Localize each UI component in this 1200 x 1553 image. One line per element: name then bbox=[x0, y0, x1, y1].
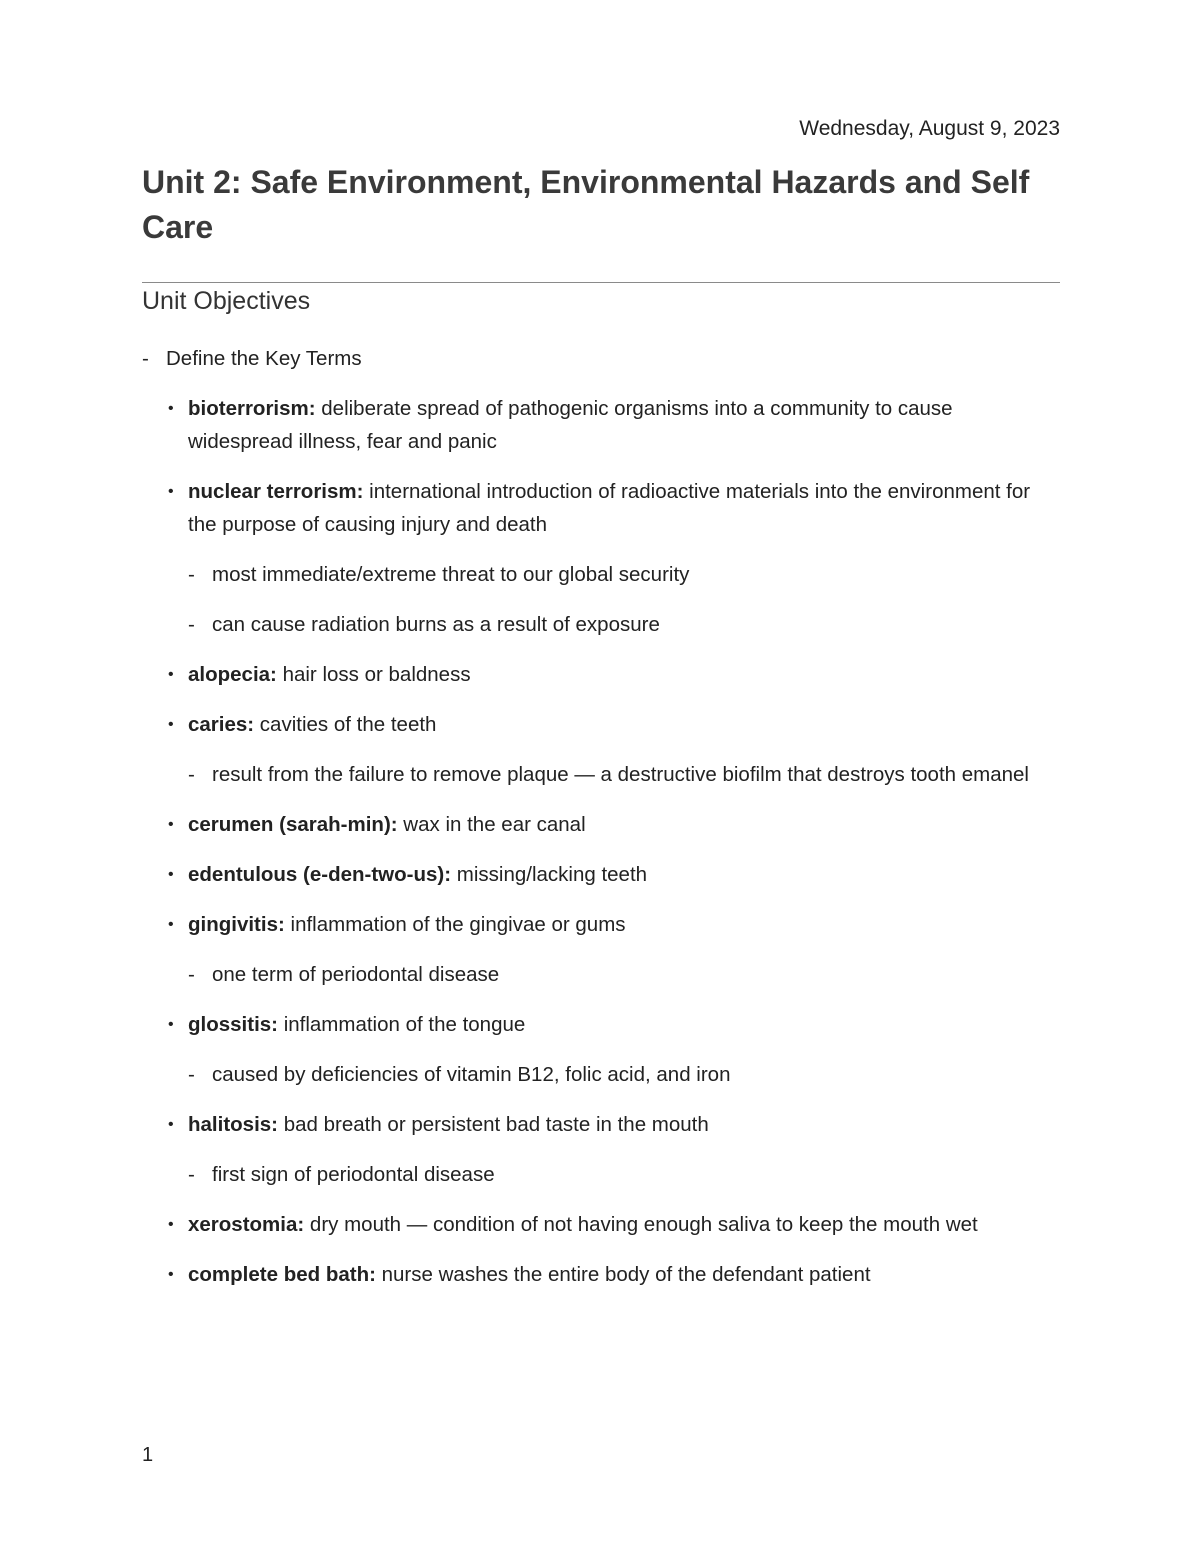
term-item bbox=[142, 908, 1042, 991]
key-terms-list bbox=[142, 392, 1042, 1291]
document-body bbox=[142, 342, 1042, 1308]
term-definition: dry mouth — condition of not having enough saliva to keep the mouth wet bbox=[304, 1213, 978, 1236]
term-item bbox=[142, 1008, 1042, 1091]
term-item bbox=[142, 392, 1042, 458]
term-definition: inflammation of the tongue bbox=[278, 1013, 526, 1036]
term-item bbox=[142, 1208, 1042, 1241]
divider bbox=[142, 282, 1060, 283]
dash-marker: - bbox=[142, 347, 149, 370]
bullet-marker: • bbox=[168, 483, 174, 500]
term-definition: wax in the ear canal bbox=[397, 813, 586, 836]
term-word: xerostomia: bbox=[188, 1213, 305, 1236]
bullet-marker: • bbox=[168, 916, 174, 933]
dash-marker: - bbox=[188, 1063, 195, 1086]
bullet-marker: • bbox=[168, 866, 174, 883]
sub-note-text: first sign of periodontal disease bbox=[212, 1163, 495, 1186]
sub-note-list bbox=[188, 1058, 1042, 1091]
bullet-marker: • bbox=[168, 816, 174, 833]
sub-note-list bbox=[188, 958, 1042, 991]
term-item bbox=[142, 1258, 1042, 1291]
term-word: glossitis: bbox=[188, 1013, 278, 1036]
term-word: edentulous (e-den-two-us): bbox=[188, 863, 452, 886]
sub-note-item bbox=[188, 758, 1042, 791]
document-date: Wednesday, August 9, 2023 bbox=[799, 117, 1060, 140]
term-definition: inflammation of the gingivae or gums bbox=[284, 913, 626, 936]
term-definition: missing/lacking teeth bbox=[451, 863, 648, 886]
sub-note-list bbox=[188, 1158, 1042, 1191]
dash-marker: - bbox=[188, 613, 195, 636]
sub-note-item bbox=[188, 1158, 1042, 1191]
page-title: Unit 2: Safe Environment, Environmental Hazards and Self Care bbox=[142, 164, 1030, 245]
bullet-marker: • bbox=[168, 1116, 174, 1133]
sub-note-item bbox=[188, 1058, 1042, 1091]
term-item bbox=[142, 1108, 1042, 1191]
bullet-marker: • bbox=[168, 716, 174, 733]
term-item bbox=[142, 808, 1042, 841]
term-word: caries: bbox=[188, 713, 255, 736]
term-definition: nurse washes the entire body of the defendant patient bbox=[375, 1263, 871, 1286]
term-definition: deliberate spread of pathogenic organisms into a community to cause widespread illness, fear and panic bbox=[188, 397, 953, 453]
objective-item bbox=[142, 342, 1042, 375]
sub-note-text: most immediate/extreme threat to our global security bbox=[212, 563, 690, 586]
sub-note-item bbox=[188, 608, 1042, 641]
term-word: gingivitis: bbox=[188, 913, 285, 936]
sub-note-text: one term of periodontal disease bbox=[212, 963, 500, 986]
term-word: nuclear terrorism: bbox=[188, 480, 364, 503]
sub-note-list bbox=[188, 558, 1042, 641]
dash-marker: - bbox=[188, 763, 195, 786]
sub-note-text: result from the failure to remove plaque — a destructive biofilm that destroys tooth emanel bbox=[212, 763, 1029, 786]
term-definition: hair loss or baldness bbox=[276, 663, 471, 686]
term-item bbox=[142, 708, 1042, 791]
bullet-marker: • bbox=[168, 1266, 174, 1283]
objective-text: Define the Key Terms bbox=[166, 347, 362, 370]
sub-note-text: caused by deficiencies of vitamin B12, folic acid, and iron bbox=[212, 1063, 731, 1086]
sub-note-item bbox=[188, 558, 1042, 591]
term-item bbox=[142, 858, 1042, 891]
bullet-marker: • bbox=[168, 666, 174, 683]
term-word: halitosis: bbox=[188, 1113, 278, 1136]
section-heading: Unit Objectives bbox=[142, 287, 311, 315]
page-number: 1 bbox=[142, 1444, 154, 1466]
dash-marker: - bbox=[188, 963, 195, 986]
sub-note-list bbox=[188, 758, 1042, 791]
bullet-marker: • bbox=[168, 1216, 174, 1233]
term-definition: bad breath or persistent bad taste in the mouth bbox=[278, 1113, 709, 1136]
dash-marker: - bbox=[188, 563, 195, 586]
term-item bbox=[142, 475, 1042, 641]
term-word: alopecia: bbox=[188, 663, 277, 686]
term-item bbox=[142, 658, 1042, 691]
term-word: bioterrorism: bbox=[188, 397, 316, 420]
term-word: cerumen (sarah-min): bbox=[188, 813, 398, 836]
sub-note-text: can cause radiation burns as a result of exposure bbox=[212, 613, 660, 636]
term-definition: international introduction of radioactive materials into the environment for the purpose of causing injury and death bbox=[188, 480, 1031, 536]
bullet-marker: • bbox=[168, 400, 174, 417]
bullet-marker: • bbox=[168, 1016, 174, 1033]
term-word: complete bed bath: bbox=[188, 1263, 376, 1286]
sub-note-item bbox=[188, 958, 1042, 991]
term-definition: cavities of the teeth bbox=[254, 713, 437, 736]
dash-marker: - bbox=[188, 1163, 195, 1186]
